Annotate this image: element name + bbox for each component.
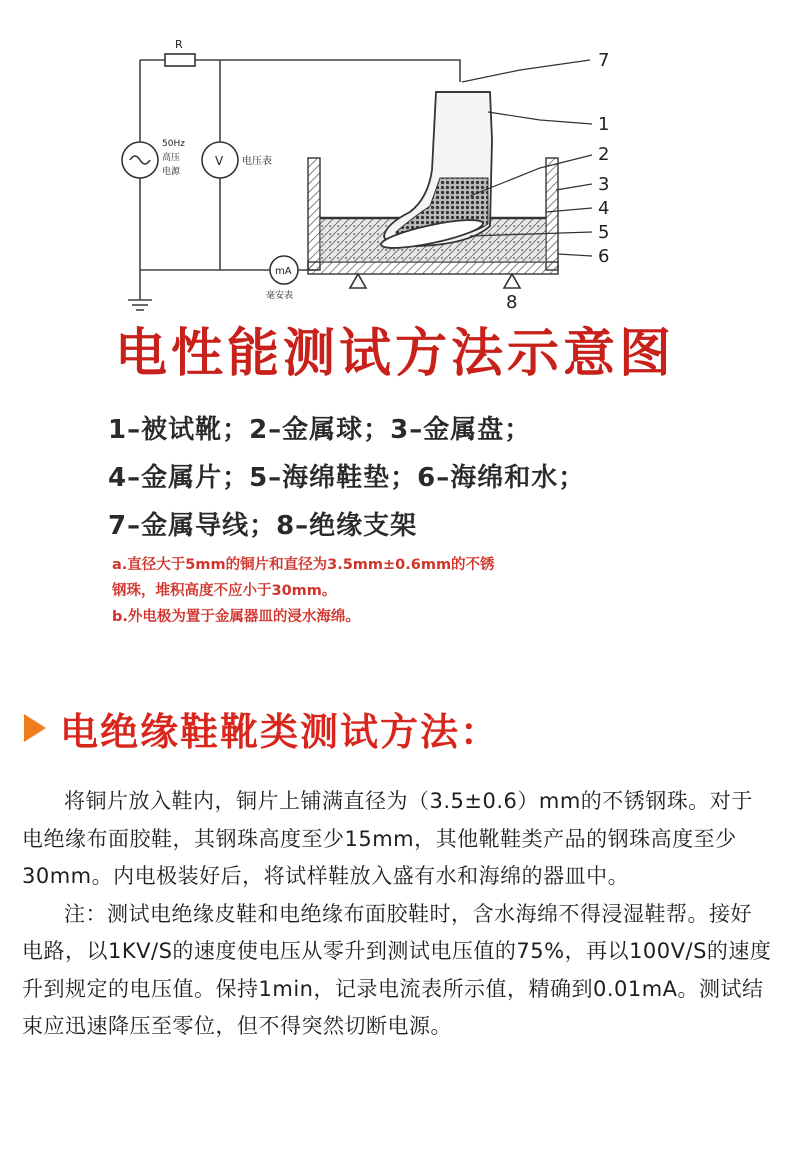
ammeter bbox=[266, 256, 298, 301]
body-text bbox=[22, 783, 772, 1046]
section-header bbox=[24, 700, 500, 756]
legend-line-3: 7–金属导线；8–绝缘支架 bbox=[108, 511, 418, 541]
ammeter-label: 毫安表 bbox=[266, 291, 294, 301]
paragraph-procedure: 将铜片放入鞋内，铜片上铺满直径为（3.5±0.6）mm的不锈钢珠。对于电绝缘布面胶鞋，其钢珠高度至少15mm，其他靴鞋类产品的钢珠高度至少30mm。内电极装好后，将试样鞋放入盛有水和海绵的器皿中。 bbox=[22, 789, 753, 888]
section-title: 电绝缘鞋靴类测试方法： bbox=[60, 709, 501, 754]
callout-3: 3 bbox=[598, 174, 610, 195]
voltmeter-symbol: V bbox=[215, 154, 224, 168]
test-boot bbox=[379, 92, 492, 254]
voltmeter bbox=[202, 142, 272, 178]
callout-8: 8 bbox=[506, 292, 518, 313]
callout-5: 5 bbox=[598, 222, 610, 243]
resistor bbox=[165, 38, 195, 66]
legend-line-2: 4–金属片；5–海绵鞋垫；6–海绵和水； bbox=[108, 463, 586, 493]
note-a-line-1: a.直径大于5mm的铜片和直径为3.5mm±0.6mm的不锈 bbox=[112, 557, 495, 573]
diagram-title: 电性能测试方法示意图 bbox=[114, 324, 675, 384]
source-label-voltage: 高压 bbox=[162, 153, 181, 163]
diagram-notes bbox=[112, 552, 752, 630]
callout-7: 7 bbox=[598, 50, 610, 71]
paragraph-note: 注：测试电绝缘皮鞋和电绝缘布面胶鞋时，含水海绵不得浸湿鞋帮。接好电路，以1KV/S的速度使电压从零升到测试电压值的75%，再以100V/S的速度升到规定的电压值。保持1min，记录电流表所示值，精确到0.01mA。测试结束应迅速降压至零位，但不得突然切断电源。 bbox=[22, 901, 772, 1038]
callout-2: 2 bbox=[598, 144, 610, 165]
resistor-label: R bbox=[175, 38, 183, 51]
insulating-support bbox=[350, 274, 520, 288]
note-b: b.外电极为置于金属器皿的浸水海绵。 bbox=[112, 609, 360, 625]
voltmeter-label: 电压表 bbox=[242, 156, 272, 167]
ammeter-symbol: mA bbox=[275, 266, 292, 277]
arrow-right-icon bbox=[24, 714, 46, 742]
callout-1: 1 bbox=[598, 114, 610, 135]
legend bbox=[108, 406, 768, 550]
callout-6: 6 bbox=[598, 246, 610, 267]
source-label-power: 电源 bbox=[162, 167, 181, 177]
note-a-line-2: 钢珠，堆积高度不应小于30mm。 bbox=[112, 583, 337, 599]
test-circuit-diagram bbox=[0, 0, 790, 320]
callout-4: 4 bbox=[598, 198, 610, 219]
source-label-freq: 50Hz bbox=[162, 139, 185, 149]
legend-line-1: 1–被试靴；2–金属球；3–金属盘； bbox=[108, 415, 532, 445]
power-source bbox=[122, 139, 185, 178]
